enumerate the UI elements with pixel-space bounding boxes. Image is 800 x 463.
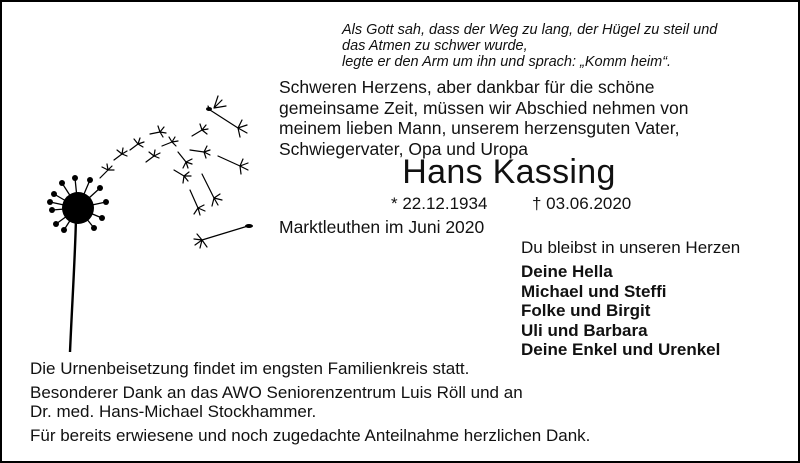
mourner-name: Folke und Birgit [521, 301, 651, 320]
mourner-name: Michael und Steffi [521, 281, 667, 301]
burial-note: Die Urnenbeisetzung findet im engsten Familienkreis statt. [30, 359, 470, 378]
mourner-name: Deine Hella [521, 262, 613, 281]
birth-date: * 22.12.1934 [391, 194, 488, 213]
intro-text [279, 77, 789, 159]
intro-line: gemeinsame Zeit, müssen wir Abschied nehmen von [279, 97, 689, 118]
quote-line: Als Gott sah, dass der Weg zu lang, der Hügel zu steil und [342, 22, 718, 38]
intro-line: Schwiegervater, Opa und Uropa [279, 138, 529, 159]
closing-line: Du bleibst in unseren Herzen [521, 238, 741, 257]
mourner-name: Uli und Barbara [521, 320, 648, 340]
intro-line: meinem lieben Mann, unserem herzensguten Vater, [279, 118, 680, 138]
footer-notes [30, 359, 790, 445]
intro-line: Schweren Herzens, aber dankbar für die schöne [279, 77, 655, 97]
mourner-name: Deine Enkel und Urenkel [521, 340, 721, 359]
deceased-name: Hans Kassing [402, 153, 616, 191]
death-date: † 03.06.2020 [532, 194, 632, 213]
place-and-date: Marktleuthen im Juni 2020 [279, 217, 485, 237]
dandelion-icon [42, 90, 272, 352]
memorial-quote [342, 22, 782, 70]
thanks-line: Besonderer Dank an das AWO Seniorenzentrum Luis Röll und an [30, 382, 523, 402]
mourners-list [521, 262, 720, 360]
quote-line: das Atmen zu schwer wurde, [342, 38, 528, 54]
thanks-line: Dr. med. Hans-Michael Stockhammer. [30, 402, 317, 421]
quote-line: legte er den Arm um ihn und sprach: „Komm heim“. [342, 54, 672, 70]
sympathy-note: Für bereits erwiesene und noch zugedachte Anteilnahme herzlichen Dank. [30, 425, 591, 445]
